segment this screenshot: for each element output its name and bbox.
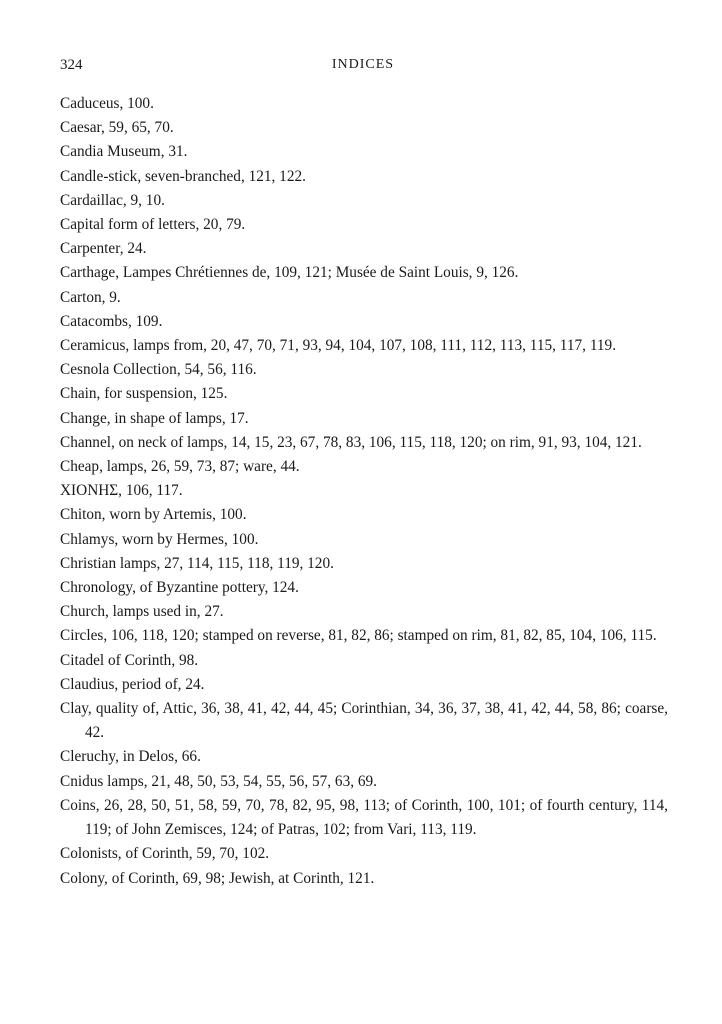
index-entry: Cheap, lamps, 26, 59, 73, 87; ware, 44. [60, 458, 300, 476]
index-entry: Caesar, 59, 65, 70. [60, 119, 174, 137]
index-entry: Channel, on neck of lamps, 14, 15, 23, 67, 78, 83, 106, 115, 118, 120; on rim, 91, 93, 104, 121. [60, 433, 642, 451]
index-entry: Cleruchy, in Delos, 66. [60, 748, 201, 766]
index-entry: Ceramicus, lamps from, 20, 47, 70, 71, 93, 94, 104, 107, 108, 111, 112, 113, 115, 117, 119. [60, 337, 617, 355]
page-header [60, 57, 666, 79]
index-entry: Cesnola Collection, 54, 56, 116. [60, 361, 257, 379]
page-number: 324 [60, 57, 83, 73]
index-entry: Church, lamps used in, 27. [60, 603, 224, 621]
index-entry: Claudius, period of, 24. [60, 675, 205, 693]
index-entry: Candia Museum, 31. [60, 143, 188, 161]
index-entry: Chiton, worn by Artemis, 100. [60, 506, 247, 524]
index-entry: Carton, 9. [60, 288, 121, 306]
index-entry: Carpenter, 24. [60, 240, 147, 258]
index-entry: Cnidus lamps, 21, 48, 50, 53, 54, 55, 56, 57, 63, 69. [60, 772, 377, 790]
index-entry: Clay, quality of, Attic, 36, 38, 41, 42, 44, 45; Corinthian, 34, 36, 37, 38, 41, 42, 44, 58, 86; coarse, 42. [60, 700, 668, 742]
index-entry: Capital form of letters, 20, 79. [60, 216, 246, 234]
index-entry: ΧΙΟΝΗΣ, 106, 117. [60, 482, 183, 500]
index-entry: Chronology, of Byzantine pottery, 124. [60, 579, 299, 597]
index-entry: Colonists, of Corinth, 59, 70, 102. [60, 845, 270, 863]
index-entry: Change, in shape of lamps, 17. [60, 409, 249, 427]
index-entry: Candle-stick, seven-branched, 121, 122. [60, 167, 306, 185]
index-entry: Circles, 106, 118, 120; stamped on reverse, 81, 82, 86; stamped on rim, 81, 82, 85, 104, 106, 115. [60, 627, 657, 645]
index-entries [60, 92, 668, 891]
index-entry: Chain, for suspension, 125. [60, 385, 228, 403]
index-entry: Colony, of Corinth, 69, 98; Jewish, at Corinth, 121. [60, 869, 375, 887]
index-entry: Carthage, Lampes Chrétiennes de, 109, 121; Musée de Saint Louis, 9, 126. [60, 264, 519, 282]
index-entry: Catacombs, 109. [60, 312, 163, 330]
index-entry: Chlamys, worn by Hermes, 100. [60, 530, 259, 548]
index-entry: Cardaillac, 9, 10. [60, 191, 165, 209]
index-entry: Christian lamps, 27, 114, 115, 118, 119, 120. [60, 554, 334, 572]
running-head: INDICES [331, 57, 395, 72]
index-entry: Citadel of Corinth, 98. [60, 651, 199, 669]
index-entry: Caduceus, 100. [60, 95, 154, 112]
index-entry: Coins, 26, 28, 50, 51, 58, 59, 70, 78, 82, 95, 98, 113; of Corinth, 100, 101; of fourth century, 114, 119; of John Zemisces, 124; of Patras, 102; from Vari, 113, 119. [60, 796, 668, 839]
